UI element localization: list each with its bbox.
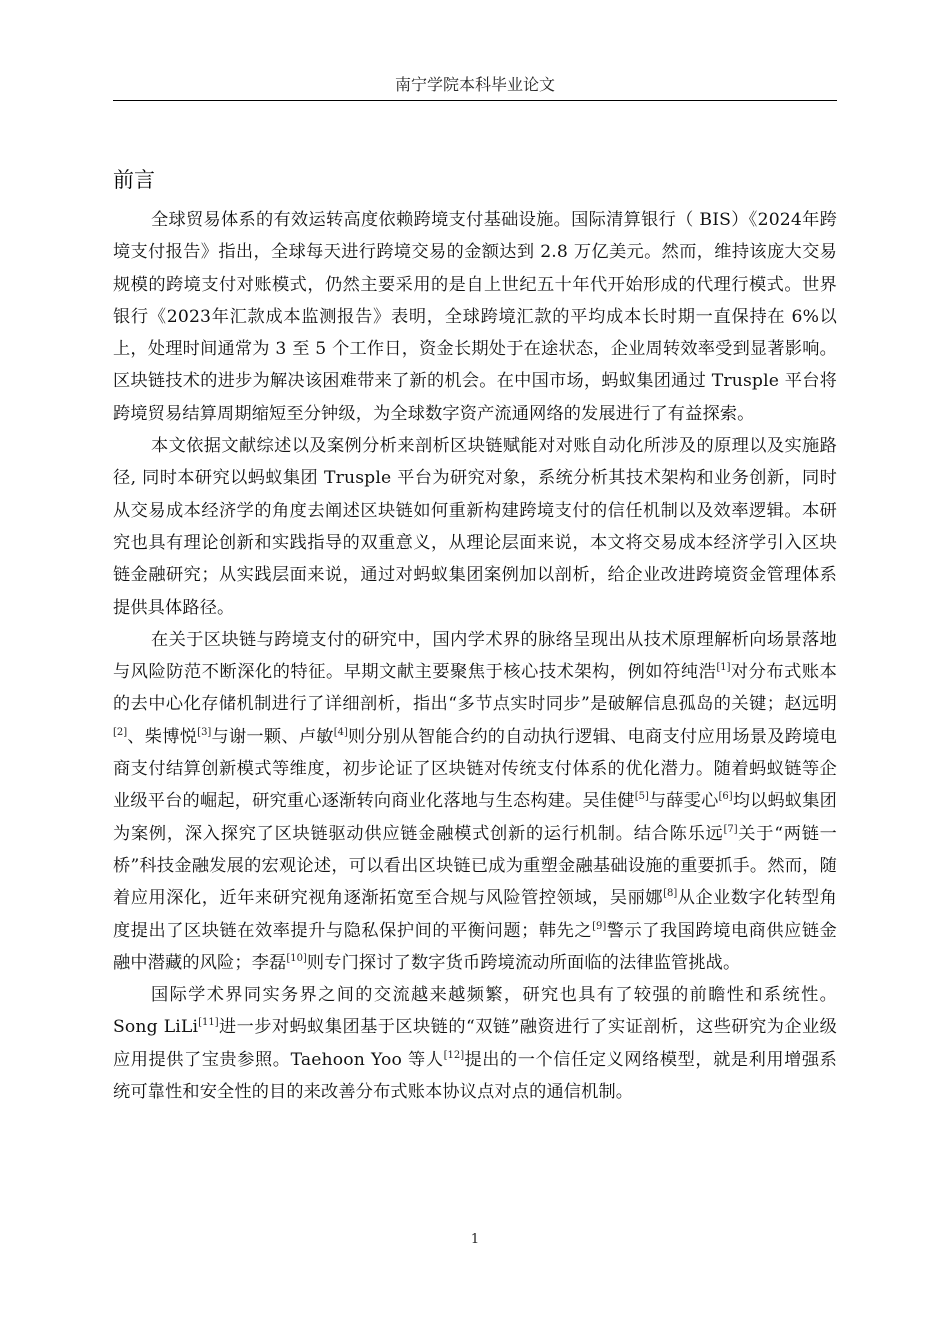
text-run: 在关于区块链与跨境支付的研究中，国内学术界的脉络呈现出从技术原理解析向场景落地与风险防范不断深化的特征。早期文献主要聚焦于核心技术架构，例如符纯浩 [113, 629, 837, 683]
paragraph-3 [113, 624, 837, 979]
text-run: 提出的一个信任定义网络模型，就是利用增强系统可靠性和安全性的目的来改善分布式账本协议点对点的通信机制。 [113, 1049, 837, 1103]
page-number: 1 [470, 1232, 480, 1247]
citation-marker: [1] [716, 662, 731, 674]
citation-marker: [12] [443, 1049, 465, 1061]
text-run: 均以蚂蚁集团为案例，深入探究了区块链驱动供应链金融模式创新的运行机制。结合陈乐远 [113, 791, 837, 844]
paragraph-2: 本文依据文献综述以及案例分析来剖析区块链赋能对对账自动化所涉及的原理以及实施路径, 同时本研究以蚂蚁集团 Trusple 平台为研究对象，系统分析其技术架构和业务创新，同时从交易成本经济学的角度去阐述区块链如何重新构建跨境支付的信任机制以及效率逻辑。本研究也具有理论创新和实践指导的双重意义，从理论层面来说，本文将交易成本经济学引入区块链金融研究；从实践层面来说，通过对蚂蚁集团案例加以剖析，给企业改进跨境资金管理体系提供具体路径。 [113, 436, 837, 618]
text-run: 则分别从智能合约的自动执行逻辑、电商支付应用场景及跨境电商支付结算创新模式等维度，初步论证了区块链对传统支付体系的优化潜力。随着蚂蚁链等企业级平台的崛起，研究重心逐渐转向商业化落地与生态构建。吴佳健 [113, 726, 837, 812]
citation-marker: [4] [333, 726, 348, 738]
text-run: 与薛雯心 [648, 791, 719, 812]
citation-marker: [7] [723, 823, 738, 835]
citation-marker: [11] [198, 1017, 219, 1029]
text-run: 对分布式账本的去中心化存储机制进行了详细剖析，指出“多节点实时同步”是破解信息孤岛的关键；赵远明 [113, 662, 837, 715]
text-run: 则专门探讨了数字货币跨境流动所面临的法律监管挑战。 [306, 952, 741, 973]
body-text [113, 204, 837, 1108]
paragraph-1: 全球贸易体系的有效运转高度依赖跨境支付基础设施。国际清算银行（ BIS）《2024年跨境支付报告》指出，全球每天进行跨境交易的金额达到 2.8 万亿美元。然而，维持该庞大交易规模的跨境支付对账模式，仍然主要采用的是自上世纪五十年代开始形成的代理行模式。世界银行《2023年汇款成本监测报告》表明，全球跨境汇款的平均成本长时期一直保持在 6%以上，处理时间通常为 3 至 5 个工作日，资金长期处于在途状态，企业周转效率受到显著影响。区块链技术的进步为解决该困难带来了新的机会。在中国市场，蚂蚁集团通过 Trusple 平台将跨境贸易结算周期缩短至分钟级，为全球数字资产流通网络的发展进行了有益探索。 [113, 210, 837, 424]
text-run: 与谢一颗、卢敏 [211, 726, 334, 747]
citation-marker: [2] [113, 726, 128, 738]
text-run: 、柴博悦 [127, 726, 198, 747]
citation-marker: [8] [663, 888, 678, 900]
citation-marker: [9] [592, 920, 607, 932]
text-run: 关于“两链一桥”科技金融发展的宏观论述，可以看出区块链已成为重塑金融基础设施的重要抓手。然而，随着应用深化，近年来研究视角逐渐拓宽至合规与风险管控领域，吴丽娜 [113, 823, 838, 909]
running-header: 南宁学院本科毕业论文 [394, 75, 555, 94]
text-run: 进一步对蚂蚁集团基于区块链的“双链”融资进行了实证剖析，这些研究为企业级应用提供了宝贵参照。Taehoon Yoo 等人 [113, 1017, 837, 1070]
section-title: 前言 [113, 168, 155, 192]
header-divider [113, 100, 837, 101]
citation-marker: [3] [197, 726, 212, 738]
citation-marker: [6] [718, 791, 733, 803]
text-run: 国际学术界同实务界之间的交流越来越频繁，研究也具有了较强的前瞻性和系统性。Song LiLi [113, 985, 837, 1038]
text-run: 从企业数字化转型角度提出了区块链在效率提升与隐私保护间的平衡问题；韩先之 [113, 888, 837, 941]
text-run: 警示了我国跨境电商供应链金融中潜藏的风险；李磊 [113, 920, 838, 973]
citation-marker: [5] [634, 791, 649, 803]
paragraph-4 [113, 979, 837, 1108]
citation-marker: [10] [286, 952, 307, 964]
